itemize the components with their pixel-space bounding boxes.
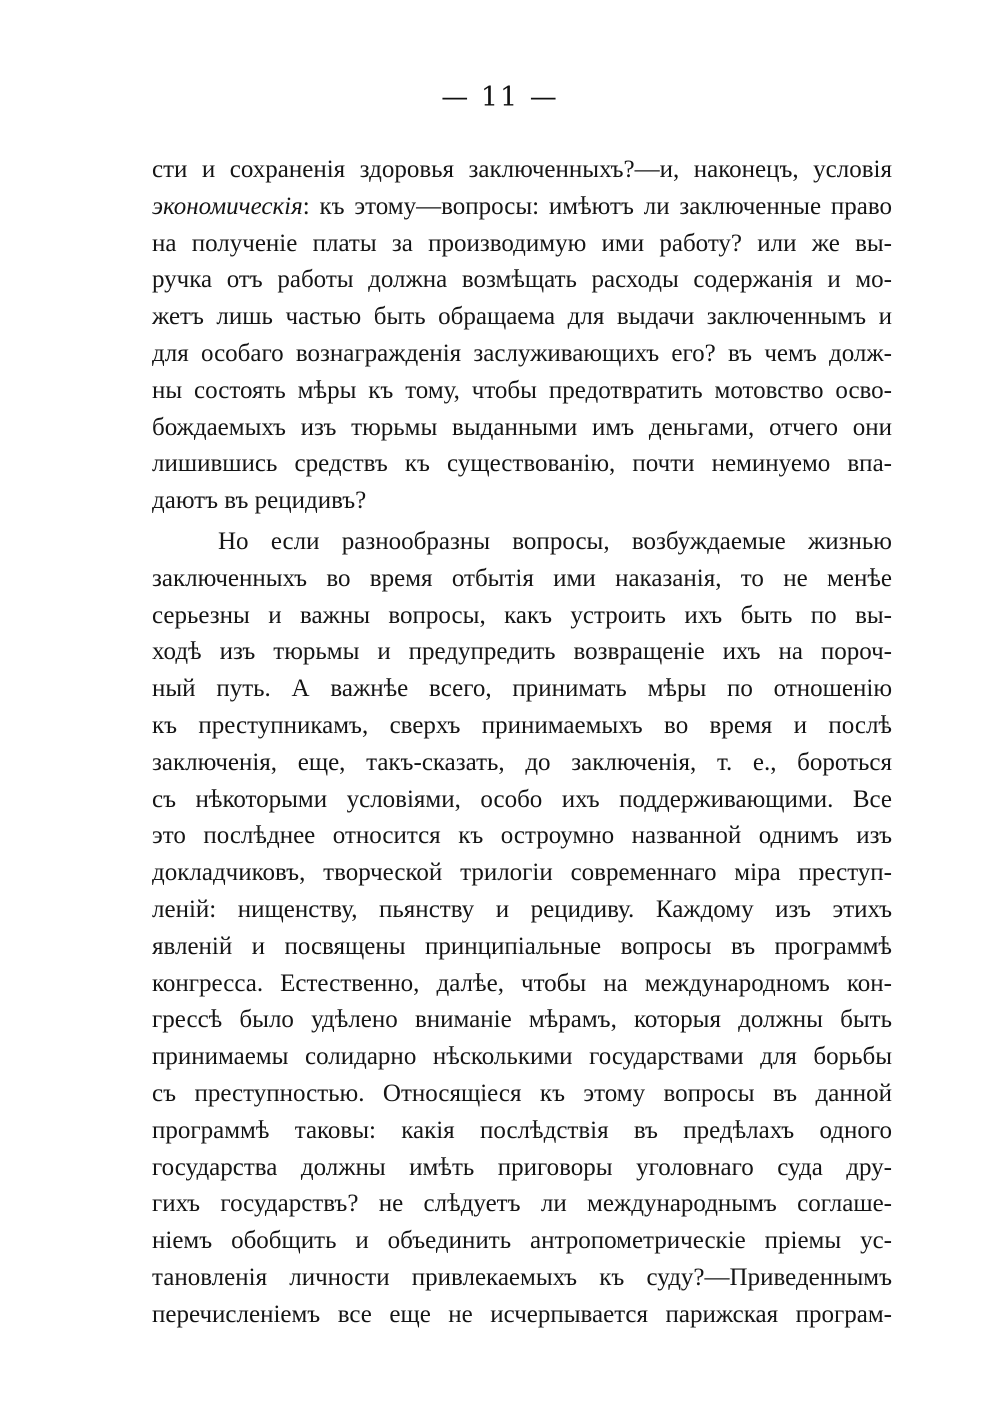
text-line: жетъ лишь частью быть обращаема для выдачи заключеннымъ и [152,303,892,331]
text-line: даютъ въ рецидивъ? [152,487,367,515]
text-line: конгресса. Естественно, далѣе, чтобы на международномъ кон- [152,969,892,997]
text-line: ны состоять мѣры къ тому, чтобы предотвратить мотовство осво- [152,376,892,404]
page-number: — 11 — [441,82,559,113]
paragraph-1 [152,152,892,520]
text-line: леній: нищенству, пьянству и рецидиву. Каждому изъ этихъ [152,895,892,923]
text-line: грессѣ было удѣлено вниманіе мѣрамъ, которыя должны быть [152,1006,892,1034]
text-line-rest: : къ этому—вопросы: имѣютъ ли заключенные право [302,192,892,220]
text-line: съ нѣкоторыми условіями, особо ихъ поддерживающими. Все [152,785,892,813]
text-line: ходѣ изъ тюрьмы и предупредить возвращеніе ихъ на пороч- [152,638,892,666]
page-body [152,152,892,1334]
text-line: на полученіе платы за производимую ими работу? или же вы- [152,229,892,257]
text-line: сти и сохраненія здоровья заключенныхъ?—и, наконецъ, условія [152,156,892,183]
text-line: ніемъ обобщить и объединить антропометрическіе пріемы ус- [152,1227,892,1255]
text-line: докладчиковъ, творческой трилогіи современнаго міра преступ- [152,859,892,887]
text-line: гихъ государствъ? не слѣдуетъ ли международнымъ соглаше- [152,1190,892,1218]
italic-term: экономическія [152,192,303,220]
text-line: явленій и посвящены принципіальные вопросы въ программѣ [152,932,892,960]
text-line: съ преступностью. Относящіеся къ этому вопросы въ данной [152,1079,892,1107]
text-line [152,189,892,226]
text-line: бождаемыхъ изъ тюрьмы выданными имъ деньгами, отчего они [152,413,892,441]
text-line: для особаго вознагражденія заслуживающихъ его? въ чемъ долж- [152,339,892,367]
text-line: къ преступникамъ, сверхъ принимаемыхъ во время и послѣ [152,711,892,739]
text-line: ручка отъ работы должна возмѣщать расходы содержанія и мо- [152,266,892,294]
text-line: серьезны и важны вопросы, какъ устроить ихъ быть по вы- [152,601,892,629]
paragraph-2 [152,524,892,1334]
text-line: лишившись средствъ къ существованію, почти неминуемо впа- [152,450,892,478]
text-line: принимаемы солидарно нѣсколькими государствами для борьбы [152,1043,892,1071]
text-line: перечисленіемъ все еще не исчерпывается парижская програм- [152,1300,892,1328]
text-line: ный путь. А важнѣе всего, принимать мѣры по отношенію [152,675,892,703]
text-line: это послѣднее относится къ остроумно названной однимъ изъ [152,822,892,850]
text-line: заключенія, еще, такъ-сказать, до заключенія, т. е., бороться [152,748,892,776]
text-line: заключенныхъ во время отбытія ими наказанія, то не менѣе [152,564,892,592]
text-line: государства должны имѣть приговоры уголовнаго суда дру- [152,1153,892,1181]
text-line: программѣ таковы: какія послѣдствія въ предѣлахъ одного [152,1116,892,1144]
text-line: тановленія личности привлекаемыхъ къ суду?—Приведеннымъ [152,1263,892,1291]
text-line: Но если разнообразны вопросы, возбуждаемые жизнью [218,527,892,555]
